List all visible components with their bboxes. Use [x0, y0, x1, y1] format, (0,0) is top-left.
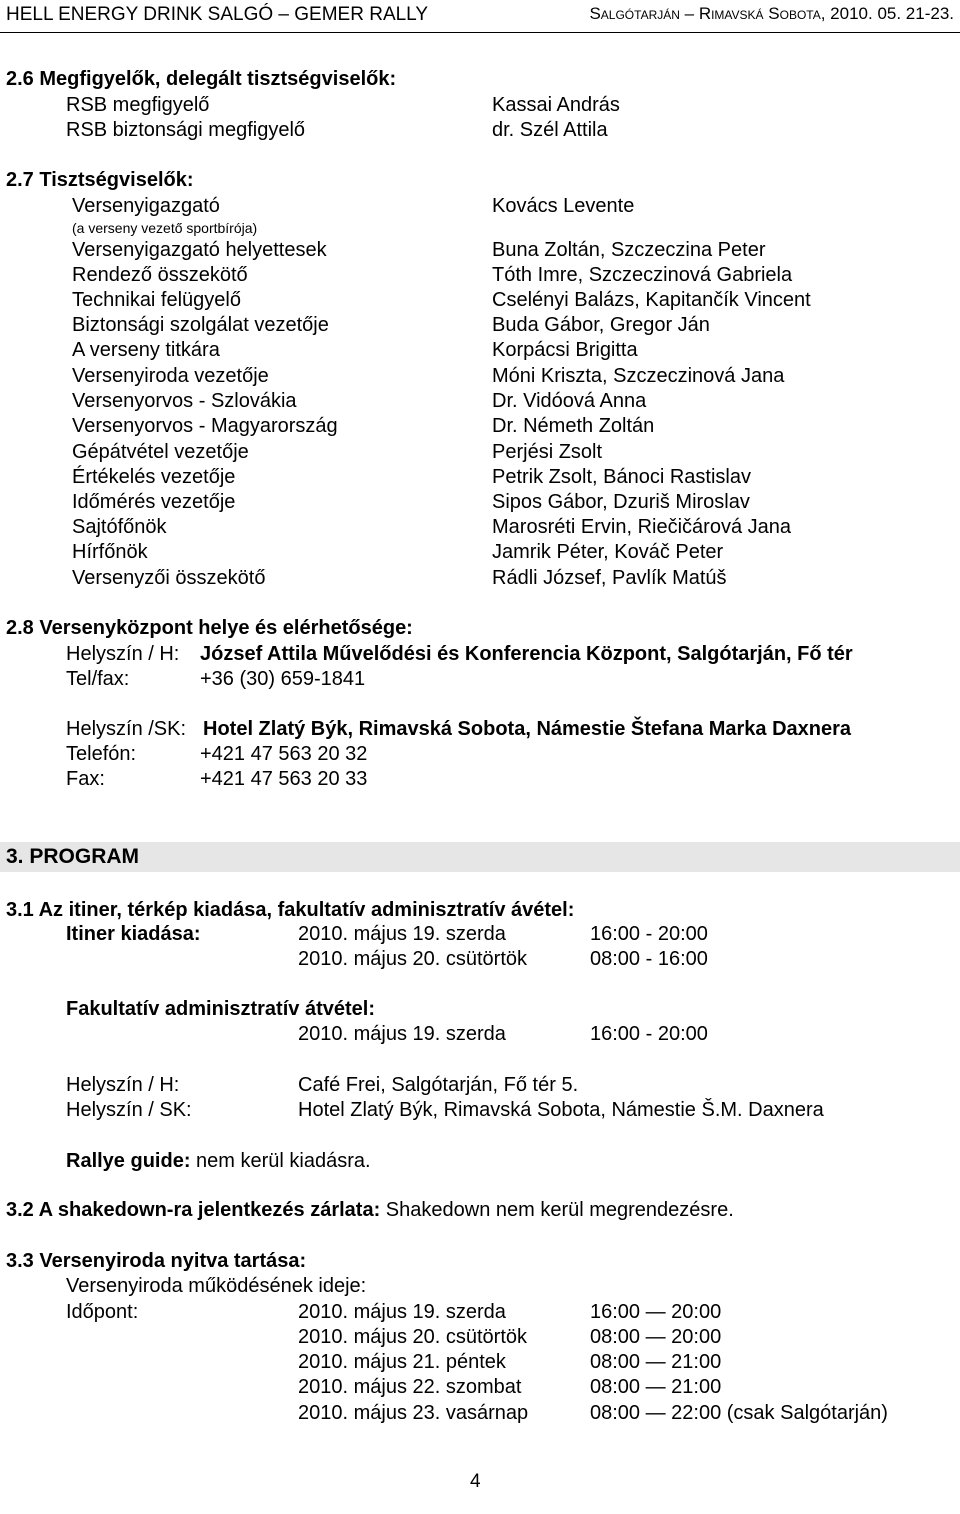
role-label: Versenyzői összekötő [72, 567, 266, 589]
schedule-time: 16:00 - 20:00 [590, 1023, 708, 1045]
person-name: Buna Zoltán, Szczeczina Peter [492, 239, 766, 261]
page-header [0, 0, 960, 33]
section-2-6-title: 2.6 Megfigyelők, delegált tisztségviselők: [6, 68, 397, 90]
person-name: Korpácsi Brigitta [492, 339, 638, 361]
section-3-title: 3. PROGRAM [6, 845, 140, 868]
location-h-value: József Attila Művelődési és Konferencia Központ, Salgótarján, Fő tér [200, 643, 853, 665]
fax-value: +421 47 563 20 33 [200, 768, 368, 790]
section-3-1-title: 3.1 Az itiner, térkép kiadása, fakultatív adminisztratív ávétel: [6, 899, 575, 921]
location-sk-value: Hotel Zlatý Býk, Rimavská Sobota, Námestie Štefana Marka Daxnera [203, 718, 852, 740]
role-label: Versenyiroda vezetője [72, 365, 269, 387]
role-note: (a verseny vezető sportbírója) [72, 220, 258, 236]
fakultativ-label: Fakultatív adminisztratív átvétel: [66, 998, 375, 1020]
schedule-time: 08:00 — 22:00 (csak Salgótarján) [590, 1402, 888, 1424]
role-label: RSB megfigyelő [66, 94, 210, 116]
telefon-value: +421 47 563 20 32 [200, 743, 368, 765]
schedule-date: 2010. május 23. vasárnap [298, 1402, 529, 1424]
role-label: Biztonsági szolgálat vezetője [72, 314, 329, 336]
person-name: Tóth Imre, Szczeczinová Gabriela [492, 264, 793, 286]
person-name: Dr. Vidóová Anna [492, 390, 647, 412]
person-name: Sipos Gábor, Dzuriš Miroslav [492, 491, 750, 513]
schedule-time: 08:00 - 16:00 [590, 948, 708, 970]
schedule-time: 08:00 — 21:00 [590, 1351, 722, 1373]
section-2-8-title: 2.8 Versenyközpont helye és elérhetősége: [6, 617, 413, 639]
person-name: Dr. Németh Zoltán [492, 415, 655, 437]
role-label: Versenyigazgató helyettesek [72, 239, 327, 261]
person-name: Perjési Zsolt [492, 441, 603, 463]
schedule-date: 2010. május 19. szerda [298, 1023, 506, 1045]
role-label: Technikai felügyelő [72, 289, 241, 311]
location-h-value: Café Frei, Salgótarján, Fő tér 5. [298, 1074, 579, 1096]
section-3-3-subtitle: Versenyiroda működésének ideje: [66, 1275, 367, 1297]
role-label: Hírfőnök [72, 541, 148, 563]
section-3-2-title: 3.2 A shakedown-ra jelentkezés zárlata: [6, 1199, 381, 1221]
header-title: HELL ENERGY DRINK SALGÓ – GEMER RALLY [6, 4, 429, 25]
role-label: Rendező összekötő [72, 264, 248, 286]
schedule-date: 2010. május 21. péntek [298, 1351, 506, 1373]
person-name: Kovács Levente [492, 195, 635, 217]
rallye-guide-line [66, 1149, 371, 1173]
role-label: Gépátvétel vezetője [72, 441, 249, 463]
section-3-2-line [6, 1198, 734, 1222]
telfax-value: +36 (30) 659-1841 [200, 668, 366, 690]
schedule-time: 08:00 — 20:00 [590, 1326, 722, 1348]
schedule-date: 2010. május 19. szerda [298, 923, 506, 945]
schedule-date: 2010. május 20. csütörtök [298, 1326, 528, 1348]
person-name: Marosréti Ervin, Riečičárová Jana [492, 516, 791, 538]
location-h-label: Helyszín / H: [66, 643, 180, 665]
section-3-band [0, 842, 960, 872]
location-h-label: Helyszín / H: [66, 1074, 180, 1096]
rallye-guide-label: Rallye guide: [66, 1150, 191, 1172]
schedule-date: 2010. május 22. szombat [298, 1376, 522, 1398]
section-3-3-title: 3.3 Versenyiroda nyitva tartása: [6, 1250, 307, 1272]
location-sk-label: Helyszín / SK: [66, 1099, 192, 1121]
person-name: Móni Kriszta, Szczeczinová Jana [492, 365, 785, 387]
person-name: Rádli József, Pavlík Matúš [492, 567, 727, 589]
role-label: A verseny titkára [72, 339, 220, 361]
person-name: dr. Szél Attila [492, 119, 608, 141]
schedule-time: 16:00 - 20:00 [590, 923, 708, 945]
role-label: Időmérés vezetője [72, 491, 236, 513]
header-location-date: Salgótarján – Rimavská Sobota, 2010. 05. 21-23. [589, 4, 954, 23]
section-2-7-title: 2.7 Tisztségviselők: [6, 169, 194, 191]
page-number: 4 [470, 1471, 481, 1492]
role-label: Sajtófőnök [72, 516, 167, 538]
person-name: Buda Gábor, Gregor Ján [492, 314, 710, 336]
role-label: RSB biztonsági megfigyelő [66, 119, 306, 141]
schedule-time: 16:00 — 20:00 [590, 1301, 722, 1323]
rallye-guide-value: nem kerül kiadásra. [196, 1150, 371, 1172]
location-sk-label: Helyszín /SK: [66, 718, 187, 740]
telfax-label: Tel/fax: [66, 668, 130, 690]
location-sk-value: Hotel Zlatý Býk, Rimavská Sobota, Námestie Š.M. Daxnera [298, 1099, 824, 1121]
role-label: Versenyigazgató [72, 195, 220, 217]
section-3-2-value: Shakedown nem kerül megrendezésre. [385, 1199, 734, 1221]
schedule-date: 2010. május 19. szerda [298, 1301, 506, 1323]
time-label: Időpont: [66, 1301, 139, 1323]
schedule-date: 2010. május 20. csütörtök [298, 948, 528, 970]
fax-label: Fax: [66, 768, 105, 790]
telefon-label: Telefón: [66, 743, 137, 765]
person-name: Jamrik Péter, Kováč Peter [492, 541, 724, 563]
person-name: Petrik Zsolt, Bánoci Rastislav [492, 466, 751, 488]
role-label: Értékelés vezetője [72, 466, 236, 488]
schedule-time: 08:00 — 21:00 [590, 1376, 722, 1398]
itiner-label: Itiner kiadása: [66, 923, 201, 945]
role-label: Versenyorvos - Magyarország [72, 415, 338, 437]
person-name: Kassai András [492, 94, 620, 116]
role-label: Versenyorvos - Szlovákia [72, 390, 297, 412]
person-name: Cselényi Balázs, Kapitančík Vincent [492, 289, 811, 311]
